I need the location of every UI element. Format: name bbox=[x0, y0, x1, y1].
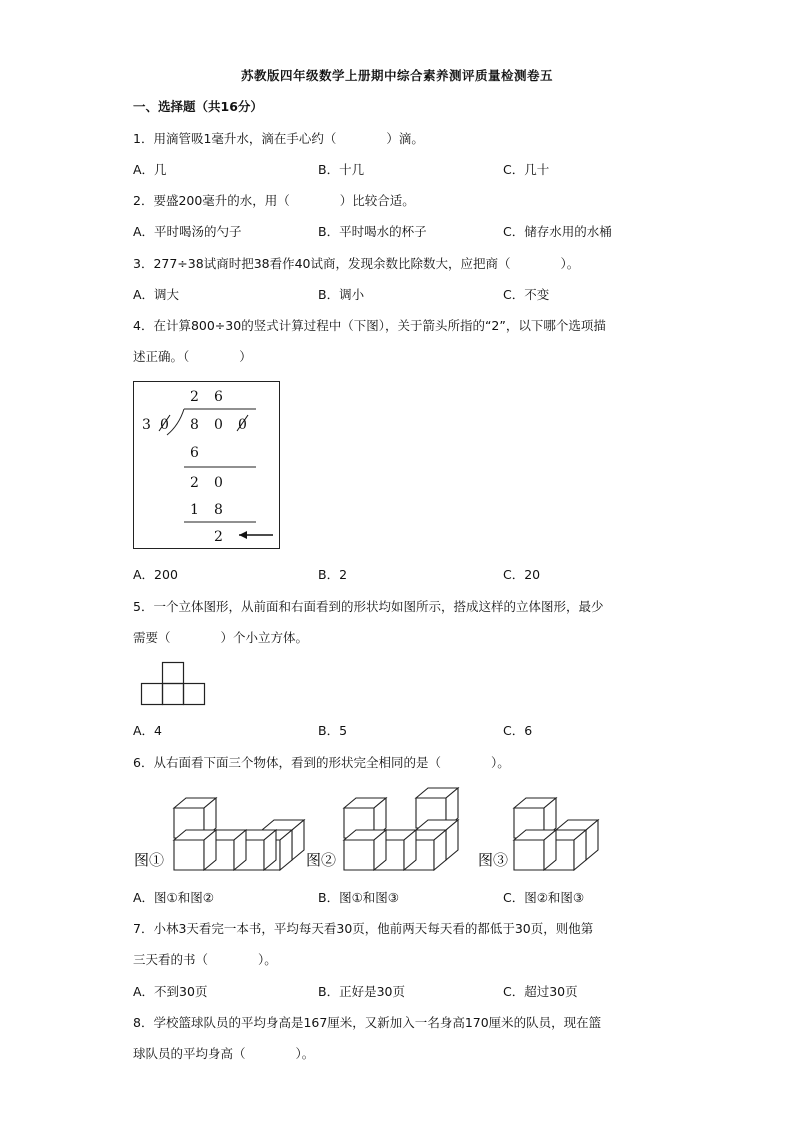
q3-option-b: B．调小 bbox=[318, 287, 365, 302]
dividend-digit: 0 bbox=[214, 417, 223, 433]
q1-option-b: B．十几 bbox=[318, 162, 365, 177]
question-4-line-1: 4．在计算800÷30的竖式计算过程中（下图），关于箭头所指的“2”，以下哪个选项描 bbox=[133, 318, 606, 333]
question-2: 2．要盛200毫升的水，用（ ）比较合适。 bbox=[133, 193, 415, 208]
question-5-line-1: 5．一个立体图形，从前面和右面看到的形状均如图所示，搭成这样的立体图形，最少 bbox=[133, 599, 604, 614]
q5-option-a: A．4 bbox=[133, 723, 163, 738]
figure-1-label: 图① bbox=[134, 851, 165, 869]
paper-title: 苏教版四年级数学上册期中综合素养测评质量检测卷五 bbox=[241, 68, 554, 83]
quotient-digit: 6 bbox=[214, 389, 223, 405]
q6-option-a: A．图①和图② bbox=[133, 890, 214, 905]
view-shape-figure bbox=[139, 661, 209, 707]
product-digit: 6 bbox=[190, 445, 199, 461]
figure-2-cubes bbox=[344, 788, 458, 870]
quotient-digit: 2 bbox=[190, 389, 199, 405]
figure-2-label: 图② bbox=[306, 851, 337, 869]
q2-option-b: B．平时喝水的杯子 bbox=[318, 224, 427, 239]
question-7-line-1: 7．小林3天看完一本书，平均每天看30页，他前两天每天看的都低于30页，则他第 bbox=[133, 921, 594, 936]
q3-option-c: C．不变 bbox=[503, 287, 550, 302]
q2-option-a: A．平时喝汤的勺子 bbox=[133, 224, 242, 239]
q1-option-c: C．几十 bbox=[503, 162, 550, 177]
question-3: 3．277÷38试商时把38看作40试商，发现余数比除数大，应把商（ ）。 bbox=[133, 256, 580, 271]
product-digit: 8 bbox=[214, 502, 223, 518]
q5-option-b: B．5 bbox=[318, 723, 348, 738]
section-heading: 一、选择题（共16分） bbox=[133, 99, 263, 114]
remainder-digit: 2 bbox=[190, 475, 199, 491]
final-remainder: 2 bbox=[214, 529, 223, 545]
q5-option-c: C．6 bbox=[503, 723, 533, 738]
dividend-digit: 8 bbox=[190, 417, 199, 433]
dividend-digit: 0 bbox=[238, 417, 247, 433]
long-division-figure bbox=[133, 381, 281, 551]
q7-option-b: B．正好是30页 bbox=[318, 984, 405, 999]
q6-option-c: C．图②和图③ bbox=[503, 890, 585, 905]
q7-option-c: C．超过30页 bbox=[503, 984, 578, 999]
question-6: 6．从右面看下面三个物体，看到的形状完全相同的是（ ）。 bbox=[133, 755, 510, 770]
question-5-line-2: 需要（ ）个小立方体。 bbox=[133, 630, 309, 645]
question-8-line-2: 球队员的平均身高（ ）。 bbox=[133, 1046, 315, 1061]
question-7-line-2: 三天看的书（ ）。 bbox=[133, 952, 277, 967]
q7-option-a: A．不到30页 bbox=[133, 984, 208, 999]
question-1: 1．用滴管吸1毫升水，滴在手心约（ ）滴。 bbox=[133, 131, 424, 146]
q4-option-b: B．2 bbox=[318, 567, 348, 582]
q3-option-a: A．调大 bbox=[133, 287, 180, 302]
figure-3-cubes bbox=[514, 798, 598, 870]
q2-option-c: C．储存水用的水桶 bbox=[503, 224, 612, 239]
remainder-digit: 0 bbox=[214, 475, 223, 491]
cube-objects-figure bbox=[130, 786, 610, 874]
divisor-digit: 0 bbox=[160, 417, 169, 433]
division-bracket bbox=[167, 409, 184, 435]
figure-3-label: 图③ bbox=[478, 851, 509, 869]
q1-option-a: A．几 bbox=[133, 162, 167, 177]
q4-option-c: C．20 bbox=[503, 567, 541, 582]
arrow-head-icon bbox=[239, 531, 247, 539]
figure-1-cubes bbox=[174, 798, 304, 870]
question-4-line-2: 述正确。（ ） bbox=[133, 349, 252, 364]
product-digit: 1 bbox=[190, 502, 199, 518]
divisor-digit: 3 bbox=[142, 417, 151, 433]
q4-option-a: A．200 bbox=[133, 567, 178, 582]
question-8-line-1: 8．学校篮球队员的平均身高是167厘米，又新加入一名身高170厘米的队员，现在篮 bbox=[133, 1015, 602, 1030]
q6-option-b: B．图①和图③ bbox=[318, 890, 399, 905]
